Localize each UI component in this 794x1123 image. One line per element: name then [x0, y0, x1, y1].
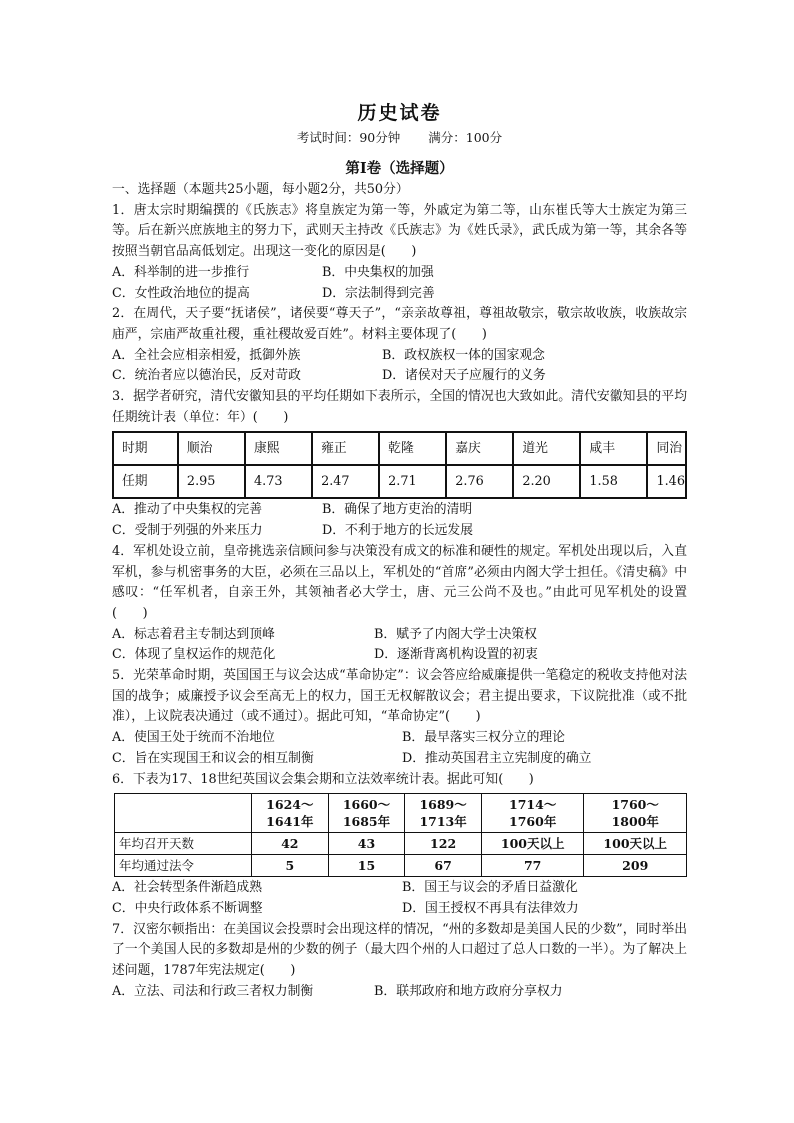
question-options [112, 878, 687, 919]
option: D．国王授权不再具有法律效力 [402, 900, 579, 916]
option: C．受制于列强的外来压力 [112, 523, 263, 539]
table-cell: 42 [252, 833, 329, 855]
option: D．宗法制得到完善 [322, 285, 435, 301]
table-cell: 2.95 [178, 465, 245, 498]
table-cell: 顺治 [178, 432, 245, 465]
table-cell: 2.47 [312, 465, 379, 498]
table-cell: 1.46 [647, 465, 686, 498]
table-cell: 100天以上 [584, 833, 687, 855]
table-cell: 道光 [513, 432, 580, 465]
option: B．政权族权一体的国家观念 [382, 347, 545, 363]
option: A．全社会应相亲相爱，抵御外族 [112, 347, 301, 363]
option: B．赋予了内阁大学士决策权 [374, 626, 537, 642]
table-cell: 209 [584, 855, 687, 877]
table-row [115, 855, 687, 877]
option: A．标志着君主专制达到顶峰 [112, 626, 275, 642]
option: D．不利于地方的长远发展 [322, 523, 474, 539]
question-options [112, 982, 687, 1003]
option: D．诸侯对天子应履行的义务 [382, 368, 546, 384]
part-intro: 一、选择题（本题共25小题，每小题2分，共50分） [112, 182, 409, 197]
table-cell: 同治 [647, 432, 686, 465]
table-cell: 1760～ 1800年 [584, 794, 687, 833]
exam-page [112, 98, 687, 1003]
table-cell: 67 [405, 855, 482, 877]
table-row [113, 432, 686, 465]
option: A．立法、司法和行政三者权力制衡 [112, 983, 314, 999]
table-cell: 2.76 [446, 465, 513, 498]
tenure-table [112, 431, 687, 499]
option: A．社会转型条件渐趋成熟 [112, 880, 263, 896]
table-cell: 雍正 [312, 432, 379, 465]
page-title: 历史试卷 [357, 102, 442, 124]
option: B．国王与议会的矛盾日益激化 [402, 880, 578, 896]
option: C．旨在实现国王和议会的相互制衡 [112, 750, 314, 766]
full-score: 满分：100分 [428, 130, 503, 145]
parliament-table [114, 793, 687, 877]
option: A．使国王处于统而不治地位 [112, 730, 275, 746]
table-cell: 2.20 [513, 465, 580, 498]
table-cell: 100天以上 [481, 833, 584, 855]
table-cell: 1714～ 1760年 [481, 794, 584, 833]
option: B．中央集权的加强 [322, 264, 434, 280]
table-cell: 年均通过法令 [115, 855, 252, 877]
table-cell: 122 [405, 833, 482, 855]
option: B．最早落实三权分立的理论 [402, 730, 565, 746]
table-cell: 1660～ 1685年 [328, 794, 405, 833]
table-row [113, 465, 686, 498]
option: C．统治者应以德治民，反对苛政 [112, 368, 301, 384]
question-options [112, 728, 687, 769]
table-cell: 2.71 [379, 465, 446, 498]
table-cell: 4.73 [245, 465, 312, 498]
table-cell: 1.58 [580, 465, 647, 498]
option: D．逐渐背离机构设置的初衷 [374, 647, 538, 663]
question-stem: 5．光荣革命时期，英国国王与议会达成“革命协定”：议会答应给威廉提供一笔稳定的税收支持他对法国的战争；威廉授予议会至高无上的权力，国王无权解散议会；君主提出要求，下议院批准（或不批准），上议院表决通过（或不通过）。据此可知，“革命协定”( ) [112, 668, 687, 725]
question-stem: 7．汉密尔顿指出：在美国议会投票时会出现这样的情况，“州的多数却是美国人民的少数”，同时举出了一个美国人民的多数却是州的少数的例子（最大四个州的人口超过了总人口数的一半）。为了解决上述问题，1787年宪法规定( ) [112, 921, 687, 979]
option: C．体现了皇权运作的规范化 [112, 647, 276, 663]
question-options [112, 500, 687, 541]
table-cell: 时期 [113, 432, 178, 465]
option: C．中央行政体系不断调整 [112, 900, 263, 916]
exam-info [112, 128, 687, 148]
table-cell: 77 [481, 855, 584, 877]
table-cell: 43 [328, 833, 405, 855]
option: D．推动英国君主立宪制度的确立 [402, 750, 592, 766]
table-cell: 康熙 [245, 432, 312, 465]
option: A．推动了中央集权的完善 [112, 502, 263, 518]
question-options [112, 346, 687, 387]
table-row [115, 794, 687, 833]
table-cell: 任期 [113, 465, 178, 498]
table-row [115, 833, 687, 855]
question-options [112, 263, 687, 304]
option: A．科举制的进一步推行 [112, 264, 250, 280]
table-cell: 5 [252, 855, 329, 877]
question-stem: 3．据学者研究，清代安徽知县的平均任期如下表所示，全国的情况也大致如此。清代安徽知县的平均任期统计表（单位：年）( ) [112, 389, 687, 425]
question-stem: 4．军机处设立前，皇帝挑选亲信顾问参与决策没有成文的标准和硬性的规定。军机处出现以后，入直军机，参与机密事务的大臣，必须在三品以上，军机处的“首席”必须由内阁大学士担任。《清史稿》中感叹：“任军机者，自亲王外，其领袖者必大学士，唐、元三公尚不及也。”由此可见军机处的设置( ) [112, 543, 687, 621]
table-cell: 嘉庆 [446, 432, 513, 465]
table-cell [115, 794, 252, 833]
option: C．女性政治地位的提高 [112, 285, 250, 301]
table-cell: 15 [328, 855, 405, 877]
option: B．确保了地方吏治的清明 [322, 502, 473, 518]
option: B．联邦政府和地方政府分享权力 [374, 983, 563, 999]
table-cell: 1689～ 1713年 [405, 794, 482, 833]
table-cell: 1624～ 1641年 [252, 794, 329, 833]
exam-time: 考试时间：90分钟 [296, 130, 401, 145]
section-title: 第Ⅰ卷（选择题） [345, 160, 454, 177]
table-cell: 乾隆 [379, 432, 446, 465]
table-cell: 年均召开天数 [115, 833, 252, 855]
question-stem: 6．下表为17、18世纪英国议会集会期和立法效率统计表。据此可知( ) [112, 771, 534, 787]
question-stem: 1．唐太宗时期编撰的《氏族志》将皇族定为第一等，外戚定为第二等，山东崔氏等大士族定为第三等。后在新兴庶族地主的努力下，武则天主持改《氏族志》为《姓氏录》，武氏成为第一等，其余各等按照当朝官品高低划定。出现这一变化的原因是( ) [112, 202, 687, 260]
question-stem: 2．在周代，天子要“抚诸侯”，诸侯要“尊天子”，“亲亲故尊祖，尊祖故敬宗，敬宗故收族，收族故宗庙严，宗庙严故重社稷，重社稷故爱百姓”。材料主要体现了( ) [112, 306, 687, 342]
question-options [112, 625, 687, 666]
table-cell: 咸丰 [580, 432, 647, 465]
